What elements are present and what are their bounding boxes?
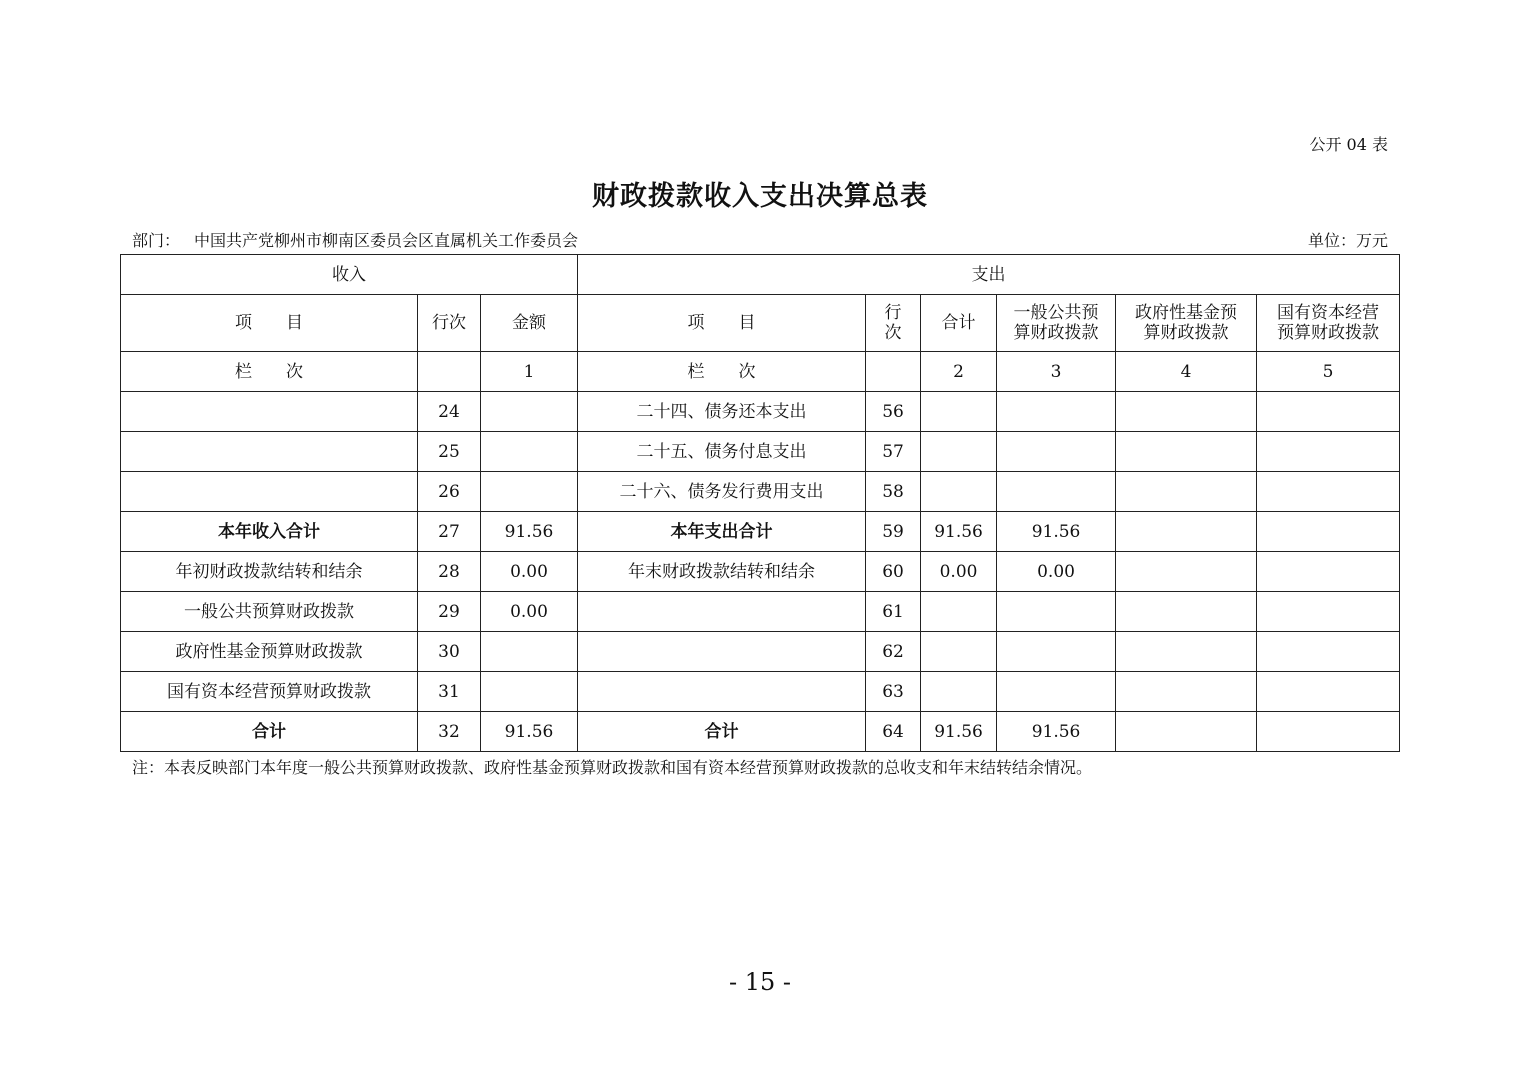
income-amount-header: 金额 [481, 295, 578, 352]
col-3: 3 [997, 352, 1116, 392]
table-row: 合计 32 91.56 合计 64 91.56 91.56 [121, 712, 1400, 752]
gov-fund-header: 政府性基金预 算财政拨款 [1116, 295, 1257, 352]
income-item-header: 项 目 [121, 295, 418, 352]
general-public-header: 一般公共预 算财政拨款 [997, 295, 1116, 352]
expense-column-no-label: 栏 次 [578, 352, 866, 392]
table-row: 25 二十五、债务付息支出 57 [121, 432, 1400, 472]
income-row-no-header: 行次 [418, 295, 481, 352]
col-4: 4 [1116, 352, 1257, 392]
col-5: 5 [1257, 352, 1400, 392]
expense-row-no-header: 行 次 [866, 295, 921, 352]
section-header-row [121, 255, 1400, 295]
expense-header: 支出 [578, 255, 1400, 295]
state-capital-header: 国有资本经营 预算财政拨款 [1257, 295, 1400, 352]
table-row: 政府性基金预算财政拨款 30 62 [121, 632, 1400, 672]
table-row: 年初财政拨款结转和结余 28 0.00 年末财政拨款结转和结余 60 0.00 0.00 [121, 552, 1400, 592]
total-header: 合计 [921, 295, 997, 352]
department-line [132, 228, 578, 251]
footnote: 注：本表反映部门本年度一般公共预算财政拨款、政府性基金预算财政拨款和国有资本经营预算财政拨款的总收支和年末结转结余情况。 [132, 758, 1093, 777]
table-row: 本年收入合计 27 91.56 本年支出合计 59 91.56 91.56 [121, 512, 1400, 552]
table-row: 26 二十六、债务发行费用支出 58 [121, 472, 1400, 512]
form-number: 公开 04 表 [1309, 135, 1388, 154]
department-label: 部门： [132, 231, 181, 250]
budget-table [120, 254, 1400, 752]
income-column-no-label: 栏 次 [121, 352, 418, 392]
department-name: 中国共产党柳州市柳南区委员会区直属机关工作委员会 [194, 231, 579, 250]
income-header: 收入 [121, 255, 578, 295]
page-number: - 15 - [728, 968, 791, 996]
col-1: 1 [481, 352, 578, 392]
col-2: 2 [921, 352, 997, 392]
table-row: 一般公共预算财政拨款 29 0.00 61 [121, 592, 1400, 632]
column-header-row [121, 295, 1400, 352]
unit-label: 单位：万元 [1307, 231, 1388, 250]
table-row: 国有资本经营预算财政拨款 31 63 [121, 672, 1400, 712]
table-row: 24 二十四、债务还本支出 56 [121, 392, 1400, 432]
column-number-row [121, 352, 1400, 392]
expense-item-header: 项 目 [578, 295, 866, 352]
page-title: 财政拨款收入支出决算总表 [592, 181, 928, 212]
